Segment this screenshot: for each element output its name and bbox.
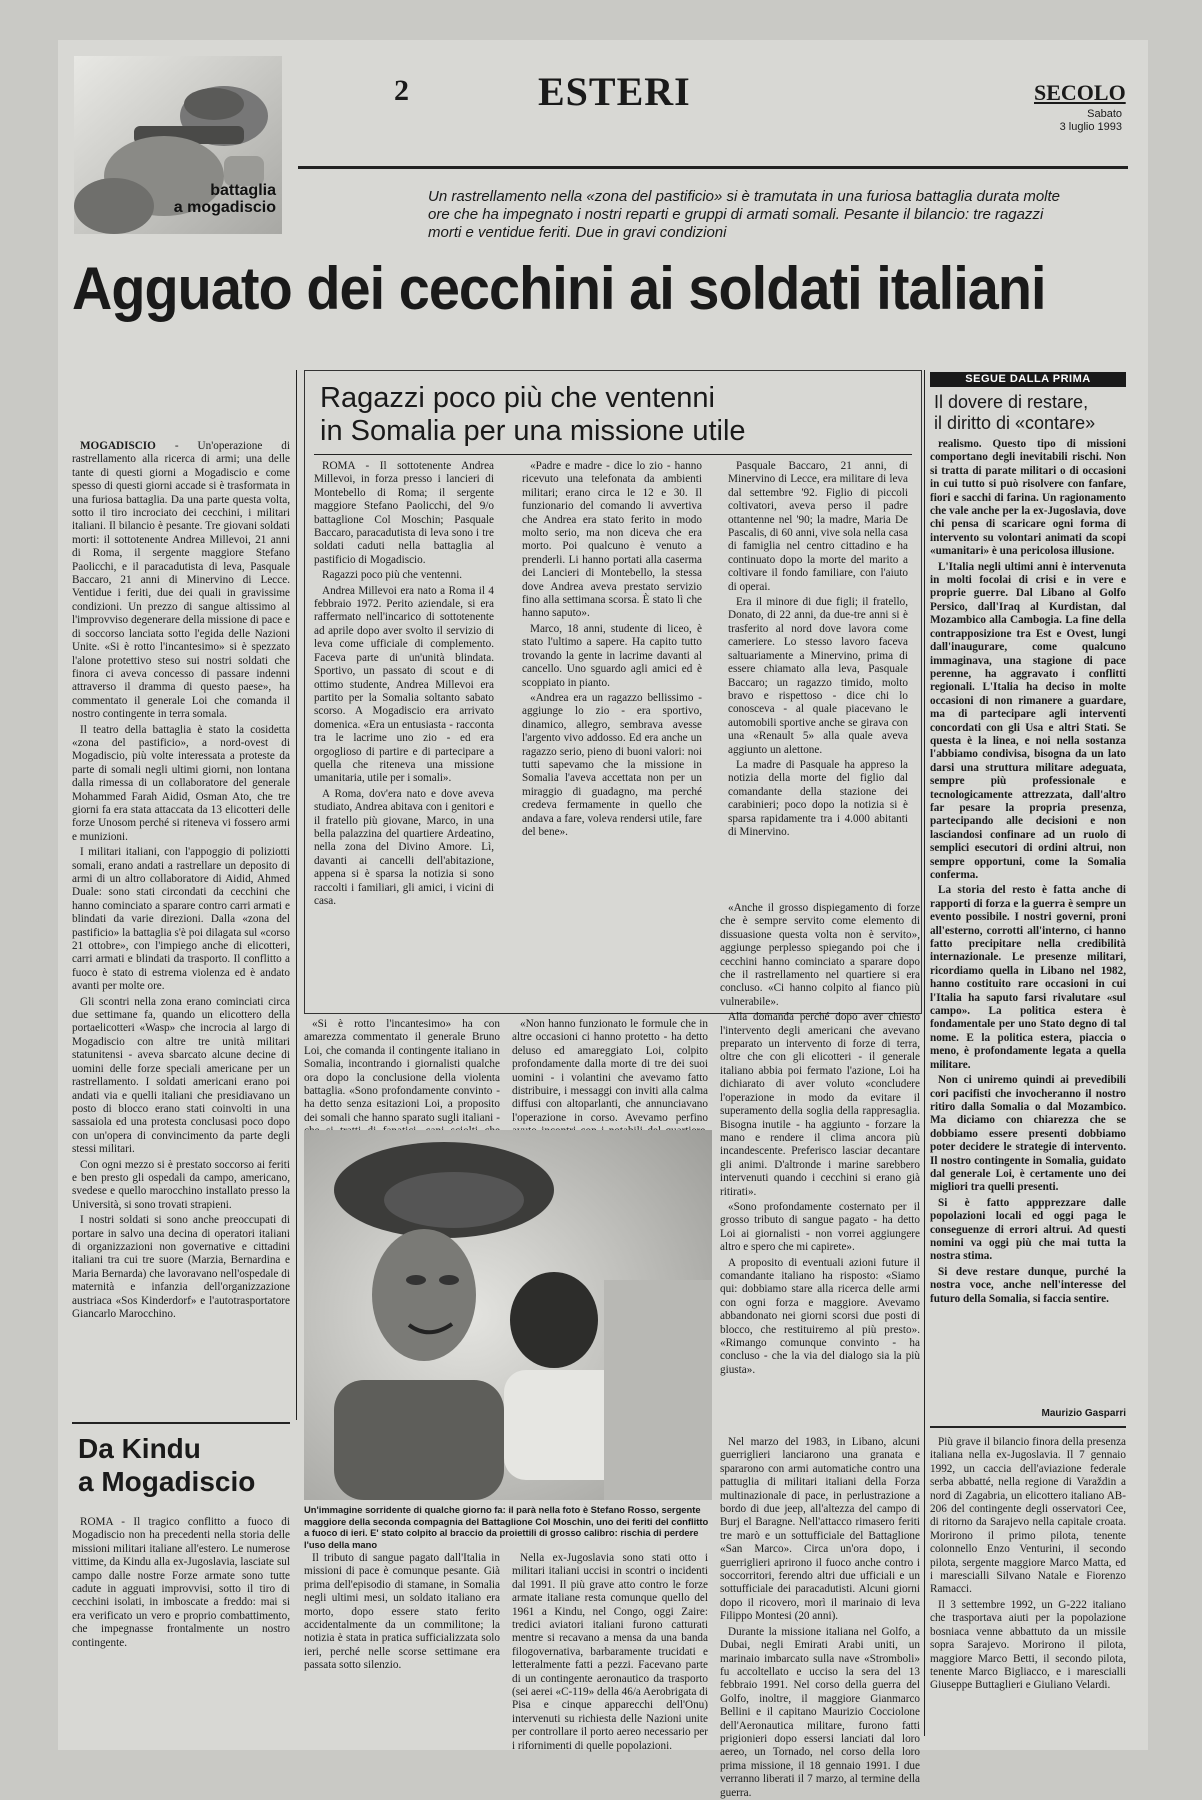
- masthead: SECOLO: [1034, 80, 1126, 105]
- section-title: ESTERI: [538, 69, 691, 114]
- right-paragraph-2: L'Italia negli ultimi anni è intervenuta in molti focolai di crisi e in vere e proprie guerre. Dal Libano al Golfo Persico, dall'Iraq al Kurdistan, dal Mozambico alla Cambogia. La fine della contrapposizione tra Est e Ovest, lungi dall'inaugurare, come qualcuno immaginava, una stagione di pace perenne, ha aggravato i conflitti regionali. L'Italia ha deciso in molte occasioni di non rimanere a guardare, ma di partecipare agli interventi concordati con gli Usa e altri Stati. Se questa è la linea, e noi nella sostanza l'abbiamo condivisa, bisogna da un lato darsi una struttura militare adeguata, sempre più professionale e tecnologicamente attrezzata, dall'altro far pesare la propria presenza, partecipando alle decisioni e non lasciandosi confinare ad un ruolo di semplici esecutori di ordini altrui, non sempre opportuni, come la Somalia conferma.: [930, 560, 1126, 881]
- headline: Agguato dei cecchini ai soldati italiani: [72, 255, 1046, 322]
- right-paragraph-3: La storia del resto è fatta anche di rapporti di forza e la guerra è sempre un evento possibile. I nostri governi, proni all'esterno, corrotti all'interno, ci hanno fatto precipitare nella credibilità internazionale. Le presenze militari, ricordiamo quella in Libano nel 1982, hanno costituito rare occasioni in cui l'Italia ha saputo farsi rivalutare «sul campo». La politica estera è fondamentale per uno Stato degno di tal nome. E la politica estera, piaccia o meno, è profondamente legata a quella militare.: [930, 884, 1126, 1071]
- box-paragraph-1: ROMA - Il sottotenente Andrea Millevoi, in forza presso i lancieri di Montebello di Roma; il sergente maggiore Stefano Paolicchi, del 9/o battaglione Col Moschin; Pasquale Baccaro, paracadutista di leva sono i tre soldati caduti nella battaglia al pastificio di Mogadiscio.: [314, 460, 494, 566]
- box-title-line1: Ragazzi poco più che ventenni: [320, 382, 715, 414]
- box-column-2: [522, 460, 702, 994]
- main-paragraph-7: «Si è rotto l'incantesimo» ha con amarezza commentato il generale Bruno Loi, che comanda il contingente italiano in Somalia, incontrando i giornalisti qualche ora dopo la conclusione della violenta battaglia. «Sono profondamente convinto - ha detto senza esitazioni Loi, a proposito dei somali che hanno sparato sugli italiani -: [304, 1018, 500, 1124]
- main-paragraph-12: A proposito di eventuali azioni future il comandante italiano ha risposto: «Siamo qui: dobbiamo stare alla ricerca delle armi con ogni forza e maggiore. Avevamo abbandonato nei giorni scorsi due posti di blocco, che restituiremo al più presto». «Rimango comunque convinto - ha concluso - che la via del dialogo sia la più giusta».: [720, 1256, 920, 1376]
- main-column-1: [72, 440, 290, 1410]
- signature: Maurizio Gasparri: [1041, 1408, 1126, 1419]
- right-paragraph-4: Non ci uniremo quindi ai prevedibili cori pacifisti che invocheranno il nostro ritiro dalla Somalia o dal Mozambico. Ma diciamo con chiarezza che se dobbiamo essere presenti dobbiamo poter decidere le strategie di intervento. Il nostro contingente in Somalia, guidato dal generale Loi, è certamente uno dei migliori tra quelli presenti.: [930, 1074, 1126, 1194]
- kindu-top-rule: [72, 1422, 290, 1424]
- kindu-title-line1: Da Kindu: [78, 1433, 201, 1464]
- box-paragraph-9: Era il minore di due figli; il fratello, Donato, di 22 anni, da due-tre anni si è trasferito al nord dove lavora come cameriere. Lo stesso lavoro faceva saltuariamente a Minervino, prima di essere chiamato alla leva, Pasquale Baccaro; un ragazzo timido, molto bravo e rispettoso - dice chi lo conosceva - al quale piacevano le automobili sportive anche se girava con una «Renault 5» alla quale aveva aggiunto un alettone.: [728, 596, 908, 756]
- issue-day: Sabato: [1087, 108, 1122, 120]
- main-paragraph-1-text: Un'operazione di rastrellamento alla ricerca di armi; una delle tante di questi giorni a Mogadiscio e come spesso di questi giorni accade si è trasformata in una furiosa battaglia. Da una parte questa volta, sotto il tiro incrociato dei cecchini, i militari italiani. Il bilancio è pesante. Tre giovani soldati morti: il sottotenente Andrea Millevoi, 21 anni di Roma, il sergente maggiore Stefano Paolicchi, e il paracadutista di leva, Pasquale Baccaro, 21 anni di Minervino di Lecce. Ventidue i feriti, due dei quali in gravissime condizioni. Un prezzo di sangue altissimo al l'improvviso degenerare della missione di pace e di soccorso lanciata sotto l'egida delle Nazioni Unite. «Si è rotto l'incantesimo» si è spezzato l'alone protettivo steso sui nostri soldati che finora ci aveva concesso di passare indenni attraverso il dramma di questo paese», ha commentato il generale Loi che comanda il nostro contingente in terra somala.: [72, 440, 290, 721]
- box-title: [320, 382, 910, 448]
- kindu-column-4: [720, 1436, 920, 1799]
- kindu-paragraph-7: Il 3 settembre 1992, un G-222 italiano che trasportava aiuti per la popolazione bosniaca venne abbattuto da un missile sopra Sarajevo. Morirono il pilota, maggiore Marco Betti, il secondo pilota, tenente Marco Bigliacco, e i marescialli Giuseppe Buttaglieri e Giuliano Velardi.: [930, 1598, 1126, 1692]
- kindu-column-1: [72, 1516, 290, 1736]
- box-paragraph-8: Pasquale Baccaro, 21 anni, di Minervino di Lecce, era militare di leva dal settembre '92. Figlio di piccoli coltivatori, aveva perso il padre ottantenne nel '90; la madre, Maria De Pascalis, di 60 anni, vive sola nella casa di famiglia nel centro cittadino e ha continuato dopo la morte del marito a coltivare il fondo familiare, con l'aiuto di operai.: [728, 460, 908, 593]
- right-column-end-rule: [930, 1426, 1126, 1428]
- right-paragraph-6: Si deve restare dunque, purché la nostra voce, anche nell'interesse del futuro della Somalia, si faccia sentire.: [930, 1265, 1126, 1305]
- paratrooper-photo: [304, 1130, 712, 1500]
- main-paragraph-6: I nostri soldati si sono anche preoccupati di portare in salvo una decina di operatori italiani di organizzazioni non governative e cittadini italiani tra cui tre suore (Marzia, Bernardina e Maria Bernarda) che lavoravano nell'ospedale di maternità e infanzia dell'organizzazione austriaca «Sos Kinderdorf» e l'autotrasportatore Giancarlo Marocchino.: [72, 1214, 290, 1320]
- box-paragraph-6: Marco, 18 anni, studente di liceo, è stato l'ultimo a sapere. Ha capito tutto trovando la gente in lacrime davanti al cancello. Uno sguardo agli amici ed è scoppiato in pianto.: [522, 622, 702, 689]
- right-title-line1: Il dovere di restare,: [934, 392, 1089, 412]
- box-paragraph-5: «Padre e madre - dice lo zio - hanno ricevuto una telefonata da ambienti militari; erano circa le 12 e 30. Il funzionario del comando li avvertiva che Andrea era stato ferito in modo molto serio, ma non diceva che era morto. Poi qualcuno è venuto a prenderli. Li hanno portati alla caserma dei Lancieri di Montebello, la stessa dove Andrea aveva prestato servizio fino alla settimana scorsa. È stato lì che hanno saputo».: [522, 460, 702, 620]
- main-paragraph-9: «Anche il grosso dispiegamento di forze che è sempre servito come elemento di dissuasione questa volta non è servito», aggiunge perplesso spiegando poi che i cecchini hanno cominciato a sparare dopo che il rastrellamento nel quartiere si era concluso. «Ci hanno colpito al fianco più vulnerabile».: [720, 902, 920, 1008]
- kindu-paragraph-3: Nella ex-Jugoslavia sono stati otto i militari italiani uccisi in scontri o incidenti dal 1991. Il più grave atto contro le forze armate italiane resta comunque quello del 1961 a Kindu, nel Congo, oggi Zaire: tredici aviatori italiani furono catturati mentre si recavano a mensa da una banda filogovernativa, barbaramente trucidati e letteralmente fatti a pezzi. Facevano parte di un contingente aeronautico da trasporto (sei aerei «C-119» della 46/a Aerobrigata di Pisa e cinque apparecchi dell'Onu) intervenuti su richiesta delle Nazioni unite per controllare il porto aereo necessario per i rifornimenti di quelle popolazioni.: [512, 1552, 708, 1752]
- main-paragraph-10: Alla domanda perché dopo aver chiesto l'intervento degli americani che avevano preparato un intervento di forze di terra, oltre che con gli elicotteri - il generale italiano abbia poi fermato l'azione, Loi ha dichiarato di aver voluto «concludere l'operazione in modo da evitare il superamento della soglia della rappresaglia. Bisogna inutile - ha aggiunto - forzare la mano e rendere il clima ancora più incandescente. Preferisco lasciar decantare gli animi. D'altronde i marine sarebbero intervenuti quando i cecchini si erano già ritirati».: [720, 1011, 920, 1198]
- page-number: 2: [394, 74, 409, 107]
- right-title: [934, 392, 1130, 434]
- photo-label: [116, 182, 276, 216]
- wounded-soldier-photo: [304, 1130, 712, 1500]
- box-paragraph-7: «Andrea era un ragazzo bellissimo - aggiunge lo zio - era sportivo, dinamico, allegro, sembrava avesse l'argento vivo addosso. Ed era anche un ragazzo serio, pieno di buoni valori: noi tutti sapevamo che la missione in Somalia l'aveva accettata non per un miraggio di guadagno, ma perché credeva fermamente in quello che andava a fare, voleva rendersi utile, fare del bene».: [522, 691, 702, 838]
- segue-badge: SEGUE DALLA PRIMA: [930, 372, 1126, 387]
- kindu-column-2: [304, 1552, 500, 1736]
- main-paragraph-4: Gli scontri nella zona erano cominciati circa due settimane fa, quando un elicottero della portaelicotteri «Wasp» che incrocia al largo di Mogadiscio con altre tre unità militari statunitensi - aveva sbarcato alcune decine di uomini delle forze speciali americane per un rastrellamento. I soldati americani erano poi andati via e quelli italiani che presidiavano un posto di blocco erano stati coinvolti in una sassaiola ed una protesta conclusasi poco dopo con un'opera di convincimento da parte degli stessi militari.: [72, 995, 290, 1156]
- kindu-paragraph-1: ROMA - Il tragico conflitto a fuoco di Mogadiscio non ha precedenti nella storia delle missioni militari italiane all'estero. Le numerose vittime, da Kindu alla ex-Jugoslavia, lasciate sul campo dalle nostre Forze armate sono tutte cadute in agguati improvvisi, sotto il tiro di cecchini isolati, in imboscate a freddo: mai si era verificato un vero e proprio combattimento, che impegnasse frontalmente un nostro contingente.: [72, 1516, 290, 1649]
- kicker: Un rastrellamento nella «zona del pastificio» si è tramutata in una furiosa battaglia durata molte ore che ha impegnato i nostri reparti e gruppi di armati somali. Pesante il bilancio: tre ragazzi morti e ventidue feriti. Due in gravi condizioni: [428, 188, 1061, 241]
- kindu-paragraph-6: Più grave il bilancio finora della presenza italiana nella ex-Jugoslavia. Il 7 gennaio 1992, un caccia dell'aviazione federale serba abbatté, nella regione di Varaždin a nord di Zagabria, un elicottero italiano AB-206 del contingente degli osservatori Cee, di ritorno da Sarajevo nella capitale croata. Morirono il primo pilota, tenente colonnello Enzo Venturini, il secondo pilota, sergente maggiore Marco Matta, ed i marescialli Silvano Natale e Fiorenzo Ramacci.: [930, 1436, 1126, 1596]
- right-column-body: [930, 438, 1126, 1406]
- main-paragraph-11: «Sono profondamente costernato per il grosso tributo di sangue pagato - ha detto Loi ai giornalisti - non vorrei aggiungere altro e spero che mi capirete».: [720, 1200, 920, 1254]
- box-title-line2: in Somalia per una missione utile: [320, 415, 746, 447]
- main-column-3: [512, 1018, 708, 1128]
- newspaper-page: [58, 40, 1148, 1799]
- issue-date-full: 3 luglio 1993: [1059, 121, 1122, 133]
- photo-label-line1: battaglia: [210, 182, 276, 199]
- box-column-1: [314, 460, 494, 994]
- kindu-paragraph-2: Il tributo di sangue pagato dall'Italia in missioni di pace è comunque pesante. Già prima dell'episodio di stamane, in Somalia negli ultimi mesi, un soldato italiano era morto, dopo essere stato ferito accidentalmente da un commilitone; la notizia è stata in pratica sufficializzata solo ieri, perché nelle scorse settimane era passata sotto silenzio.: [304, 1552, 500, 1672]
- box-paragraph-4: A Roma, dov'era nato e dove aveva studiato, Andrea abitava con i genitori e il fratello più giovane, Marco, in una bella palazzina del quartiere Ardeatino, nella zona del Divino Amore. Lì, davanti ai cancelli dell'abitazione, appena si è sparsa la notizia si sono raccolti i familiari, gli amici, i vicini di casa.: [314, 787, 494, 907]
- main-paragraph-8: «Non hanno funzionato le formule che in altre occasioni ci hanno protetto - ha detto deluso ed amareggiato Loi, colpito profondamente dalla morte di tre dei suoi uomini - i volantini che avevamo fatto distribuire, i messaggi con inviti alla calma diffusi con altoparlanti, che annunciavano l'operazione in corso. Avevamo perfino: [512, 1018, 708, 1124]
- main-paragraph-2: Il teatro della battaglia è stato la cosidetta «zona del pastificio», a nord-ovest di Mogadiscio, più volte interessata a proteste da parte di somali negli ultimi giorni, non lontana dalla rimessa di un collaboratore del generale Mohammed Farah Aidid, Osman Ato, che tre giorni fa era stata attaccata da 13 elicotteri delle forze Unosom perché si riteneva vi fossero armi e munizioni.: [72, 723, 290, 843]
- box-paragraph-2: Ragazzi poco più che ventenni.: [322, 569, 463, 582]
- kindu-title-line2: a Mogadiscio: [78, 1466, 256, 1497]
- main-paragraph-3: I militari italiani, con l'appoggio di poliziotti somali, erano andati a rastrellare un deposito di armi di un altro collaboratore di Aidid, Ahmed Duale: sono stati circondati da cecchini che hanno cominciato a sparare contro carri armati e blindati da varie direzioni. Dalla «zona del pastificio» la battaglia s'è poi dilagata sul «corso 21 ottobre», con l'impiego anche di elicotteri, carri armati e blindati da trasporto. Il conflitto a fuoco è stato di estrema violenza ed è andato avanti per molte ore.: [72, 846, 290, 993]
- photo-label-line2: a mogadiscio: [173, 199, 276, 216]
- main-column-4: [720, 902, 920, 1422]
- main-paragraph-1: MOGADISCIO - Un'operazione di rastrellamento alla ricerca di armi; una delle tante di questi giorni a Mogadiscio e come spesso di questi giorni accade si è trasformata in una furiosa battaglia. Da una parte questa volta, sotto il tiro incrociato dei cecchini, i militari italiani. Il bilancio è pesante. Tre giovani soldati morti: il sottotenente Andrea Millevoi, 21 anni di Roma, il sergente maggiore Stefano Paolicchi, e il paracadutista di leva, Pasquale Baccaro, 21 anni di Minervino di Lecce. Ventidue i feriti, due dei quali in gravissime condizioni. Un prezzo di sangue altissimo al l'improvviso degenerare della missione di pace e di soccorso lanciata sotto l'egida delle Nazioni Unite. «Si è rotto l'incantesimo» si è spezzato l'alone protettivo steso sui nostri soldati che finora ci aveva concesso di passare indenni attraverso il dramma di questo paese», ha commentato il generale Loi che comanda il nostro contingente in terra somala.: [72, 440, 290, 721]
- right-paragraph-1: realismo. Questo tipo di missioni comportano degli inevitabili rischi. Non si tratta di parate militari o di occasioni in cui tutto si può risolvere con fanfare, fiori e sacchi di farina. Un ragionamento che vale anche per la ex-Jugoslavia, dove chi pensa di scaricare ogni forma di intervento su volontari animati da scopi «umanitari» è una pericolosa illusione.: [930, 438, 1126, 558]
- kindu-column-5: [930, 1436, 1126, 1736]
- photo-caption: Un'immagine sorridente di qualche giorno fa: il parà nella foto è Stefano Rosso, sergente maggiore della seconda compagnia del Battaglione Col Moschin, uno dei feriti del conflitto a fuoco di ieri. E' stato colpito al braccio da proiettili di grosso calibro: rischia di perdere l'uso della mano: [304, 1504, 709, 1550]
- box-paragraph-3: Andrea Millevoi era nato a Roma il 4 febbraio 1972. Perito aziendale, si era raffermato nell'incarico di sottotenente ad aprile dopo aver svolto il servizio di leva come ufficiale di complemento. Faceva parte di un'unità blindata. Sportivo, un passato di scout e di ottimo studente, Andrea Millevoi era partito per la Somalia soltanto sabato scorso. A Mogadiscio era arrivato domenica. «Era un entusiasta - racconta tra le lacrime uno zio - ed era orgoglioso di partire e di partecipare a quella che riteneva una missione umanitaria, utile per i somali».: [314, 584, 494, 785]
- right-paragraph-5: Si è fatto appprezzare dalle popolazioni locali ed oggi paga le conseguenze di errori altrui. Ad questi nomini va oggi più che mai tutta la nostra stima.: [930, 1196, 1126, 1263]
- column-rule-left: [296, 370, 297, 1420]
- kindu-paragraph-5: Durante la missione italiana nel Golfo, a Dubai, negli Emirati Arabi uniti, un marinaio imbarcato sulla nave «Stromboli» fu accoltellato e ucciso la sera del 13 febbraio 1991. Nel corso della guerra del Golfo, inoltre, il maggiore Gianmarco Bellini e il capitano Maurizio Cocciolone dell'Aeronautica militare, furono fatti prigionieri dopo essersi lanciati dal loro aereo, un Tornado, nel corso della loro prima missione, il 18 gennaio 1991. I due verranno liberati il 7 marzo, al termine della guerra.: [720, 1625, 920, 1799]
- dateline: MOGADISCIO: [80, 440, 156, 452]
- header-rule: [298, 166, 1128, 169]
- main-paragraph-5: Con ogni mezzo si è prestato soccorso ai feriti e ben presto gli ospedali da campo, americano, svedese e quello marocchino installato presso la Università, si sono trovati strapieni.: [72, 1158, 290, 1211]
- column-rule-right: [924, 370, 925, 1736]
- kindu-paragraph-4: Nel marzo del 1983, in Libano, alcuni guerriglieri lanciarono una granata e spararono con armi automatiche contro una pattuglia di militari italiani della Forza multinazionale di pace, in perlustrazione a bordo di due jeep, all'altezza del campo di Burj el Baragne. Nell'attacco rimasero feriti tre marò e un sottufficiale del Battaglione «San Marco». Circa un'ora dopo, i guerriglieri aprirono il fuoco anche contro i soccorritori, ferendo altri due ufficiali e un sottufficiale dei paracadutisti. Alcuni giorni dopo il ricovero, morì il marinaio di leva Filippo Montesi (20 anni).: [720, 1436, 920, 1623]
- right-title-line2: il diritto di «contare»: [934, 413, 1096, 433]
- kindu-title: [78, 1432, 290, 1498]
- main-column-2: [304, 1018, 500, 1128]
- box-paragraph-10: La madre di Pasquale ha appreso la notizia della morte del figlio dal comandante della stazione dei carabinieri; poco dopo la notizia si è sparsa rapidamente tra i 4.000 abitanti di Minervino.: [728, 758, 908, 838]
- kindu-column-3: [512, 1552, 708, 1752]
- issue-date: [1018, 108, 1122, 134]
- header-photo: [74, 56, 282, 234]
- box-title-rule: [314, 454, 912, 455]
